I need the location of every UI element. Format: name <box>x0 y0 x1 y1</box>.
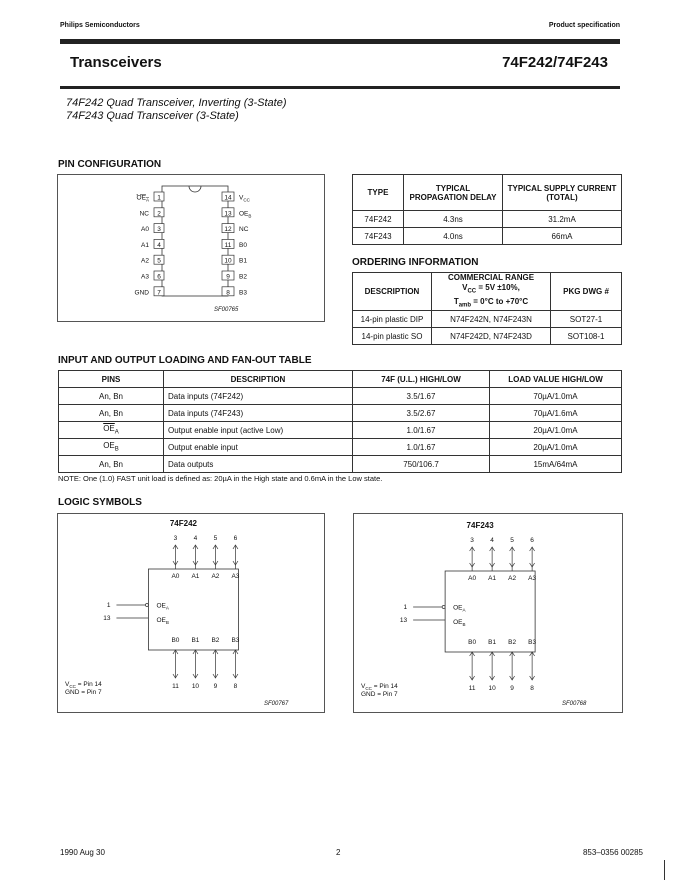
table-row <box>59 405 622 422</box>
pin-number: 11 <box>468 685 476 692</box>
table-cell: N74F242N, N74F243N <box>432 311 551 328</box>
table-cell: An, Bn <box>59 456 164 473</box>
table-cell: 15mA/64mA <box>490 456 622 473</box>
pin-label: $V_{CC}$ <box>239 194 250 203</box>
port-label: A2 <box>508 575 517 582</box>
chip-outline <box>162 186 228 296</box>
pin-number: 1 <box>157 194 161 202</box>
table-cell: 74F243 <box>353 228 404 245</box>
pin-number: 4 <box>193 535 198 542</box>
port-label: B3 <box>528 639 537 646</box>
table-cell: 3.5/2.67 <box>353 405 490 422</box>
table-row <box>353 311 622 328</box>
port-label: $OE_B$ <box>156 617 169 625</box>
table-cell: SOT27-1 <box>551 311 622 328</box>
page-title: Transceivers <box>70 54 162 71</box>
pin-number: 5 <box>157 257 161 265</box>
inversion-bubble-icon <box>442 606 445 609</box>
pin-number: 10 <box>191 683 200 690</box>
table-row <box>59 439 622 456</box>
pin-number: 8 <box>226 289 230 297</box>
pin-label: $OE_B$ <box>239 210 252 219</box>
table-cell: Data outputs <box>164 456 353 473</box>
pin-label: $OE_A$ <box>136 194 149 203</box>
pin-number: 5 <box>213 535 218 542</box>
pin-number: 3 <box>157 226 161 234</box>
port-label: A1 <box>488 575 497 582</box>
table-header: PINS <box>59 371 164 388</box>
pin-label: A2 <box>141 257 149 265</box>
pin-number: 1 <box>106 602 111 609</box>
logic-symbol-drawing <box>354 514 622 712</box>
gnd-note: GND = Pin 7 <box>361 691 398 698</box>
pin-label: A3 <box>141 273 149 281</box>
table-cell: 3.5/1.67 <box>353 388 490 405</box>
pin-number: 6 <box>157 273 161 281</box>
logic-symbol-74f243 <box>353 513 623 713</box>
corner-mark <box>664 860 665 880</box>
table-cell: 14-pin plastic SO <box>353 328 432 345</box>
pin-number: 13 <box>399 617 408 624</box>
table-cell: SOT108-1 <box>551 328 622 345</box>
table-row <box>59 422 622 439</box>
port-label: B2 <box>211 637 220 644</box>
ordering-table <box>352 272 622 345</box>
loading-table <box>58 370 622 473</box>
table-header: DESCRIPTION <box>353 273 432 311</box>
port-label: B0 <box>468 639 477 646</box>
table-cell: 70µA/1.0mA <box>490 388 622 405</box>
symbol-title: 74F242 <box>169 519 198 528</box>
table-header: DESCRIPTION <box>164 371 353 388</box>
port-label: $OE_A$ <box>156 602 169 611</box>
pin-number: 1 <box>403 604 408 611</box>
table-row <box>353 228 622 245</box>
logic-symbol-drawing <box>58 514 324 712</box>
port-label: B0 <box>171 637 180 644</box>
pin-label: B2 <box>239 273 247 281</box>
table-cell: 74F242 <box>353 211 404 228</box>
document-type: Product specification <box>548 22 620 29</box>
table-cell: 31.2mA <box>503 211 622 228</box>
table-cell: 20µA/1.0mA <box>490 439 622 456</box>
table-cell: 14-pin plastic DIP <box>353 311 432 328</box>
port-label: A3 <box>528 575 537 582</box>
table-header: PKG DWG # <box>551 273 622 311</box>
loading-note: NOTE: One (1.0) FAST unit load is defined as: 20µA in the High state and 0.6mA in the Low state. <box>58 474 383 483</box>
table-cell: Output enable input (active Low) <box>164 422 353 439</box>
footer-date: 1990 Aug 30 <box>60 848 105 857</box>
pin-number: 14 <box>224 194 232 202</box>
pin-number: 9 <box>510 685 514 692</box>
figure-code: SF00768 <box>562 701 587 707</box>
table-cell: 1.0/1.67 <box>353 422 490 439</box>
port-label: B3 <box>231 637 240 644</box>
company-name: Philips Semiconductors <box>60 22 140 29</box>
table-cell: 4.0ns <box>404 228 503 245</box>
table-cell: An, Bn <box>59 388 164 405</box>
pin-label: B3 <box>239 289 247 297</box>
pin-config-diagram <box>57 174 325 322</box>
table-cell: Data inputs (74F243) <box>164 405 353 422</box>
table-row <box>59 456 622 473</box>
pin-number: 9 <box>226 273 230 281</box>
table-cell: 4.3ns <box>404 211 503 228</box>
table-row <box>59 388 622 405</box>
table-cell: 70µA/1.6mA <box>490 405 622 422</box>
pin-number: 3 <box>173 535 178 542</box>
port-label: $OE_A$ <box>453 604 466 613</box>
pin-number: 6 <box>233 535 238 542</box>
table-cell: An, Bn <box>59 405 164 422</box>
table-header-range <box>432 273 551 311</box>
range-line: $V_{CC} = 5V \pm 10\%$, <box>462 283 520 295</box>
pin-number: 11 <box>224 241 232 249</box>
section-heading-logic: LOGIC SYMBOLS <box>58 497 142 508</box>
part-number: 74F242/74F243 <box>502 54 608 71</box>
section-heading-loading: INPUT AND OUTPUT LOADING AND FAN-OUT TABLE <box>58 355 312 366</box>
section-heading-pin-config: PIN CONFIGURATION <box>58 159 162 170</box>
pin-number: 4 <box>490 537 494 544</box>
pin-label: A1 <box>141 241 149 249</box>
pin-number: 13 <box>103 615 111 622</box>
pin-label: NC <box>239 226 249 234</box>
port-label: A0 <box>468 575 477 582</box>
dip-package-drawing <box>58 175 324 321</box>
pin-number: 7 <box>157 289 161 297</box>
pin-label: B0 <box>239 241 247 249</box>
pin-number: 8 <box>530 685 534 692</box>
part-descriptions <box>66 97 287 123</box>
description-line: 74F242 Quad Transceiver, Inverting (3-State) <box>66 97 287 109</box>
inversion-bubble-icon <box>145 604 148 607</box>
pin-number: 10 <box>488 685 496 692</box>
table-cell: $\overline{OE}_A$ <box>59 422 164 439</box>
table-header: TYPICAL SUPPLY CURRENT (TOTAL) <box>503 175 622 211</box>
pin-number: 8 <box>233 683 238 690</box>
logic-symbol-74f242 <box>57 513 325 713</box>
gnd-note: GND = Pin 7 <box>65 689 102 696</box>
port-label: A1 <box>191 573 200 580</box>
figure-code: SF00765 <box>214 307 239 313</box>
description-line: 74F243 Quad Transceiver (3-State) <box>66 110 239 122</box>
table-header: LOAD VALUE HIGH/LOW <box>490 371 622 388</box>
figure-code: SF00767 <box>264 701 289 707</box>
port-label: $OE_B$ <box>453 619 466 627</box>
chip-notch <box>189 186 201 192</box>
section-heading-ordering: ORDERING INFORMATION <box>352 257 479 268</box>
table-cell: Output enable input <box>164 439 353 456</box>
pin-number: 11 <box>172 683 179 690</box>
pin-number: 5 <box>510 537 514 544</box>
range-line: COMMERCIAL RANGE <box>447 273 535 282</box>
table-cell: 20µA/1.0mA <box>490 422 622 439</box>
symbol-title: 74F243 <box>466 521 494 530</box>
port-label: B1 <box>488 639 497 646</box>
pin-label: A0 <box>141 226 149 234</box>
header-rule <box>60 39 620 44</box>
type-table <box>352 174 622 245</box>
pin-number: 3 <box>470 537 474 544</box>
pin-number: 2 <box>157 210 161 218</box>
table-cell: Data inputs (74F242) <box>164 388 353 405</box>
table-cell: N74F242D, N74F243D <box>432 328 551 345</box>
title-rule <box>60 86 620 89</box>
pin-number: 6 <box>530 537 534 544</box>
port-label: B2 <box>508 639 517 646</box>
table-header: TYPICAL PROPAGATION DELAY <box>404 175 503 211</box>
pin-number: 10 <box>224 257 232 265</box>
range-line: $T_{amb} = 0^\circ C$ to +70°C <box>453 296 529 309</box>
pin-label: NC <box>139 210 149 218</box>
pin-label: B1 <box>239 257 247 265</box>
pin-label: GND <box>134 289 149 297</box>
port-label: B1 <box>191 637 200 644</box>
port-label: A0 <box>171 573 180 580</box>
table-cell: $OE_B$ <box>59 439 164 456</box>
table-row <box>353 211 622 228</box>
table-header: TYPE <box>353 175 404 211</box>
pin-number: 12 <box>224 226 232 234</box>
footer-page-number: 2 <box>336 848 341 857</box>
pin-number: 4 <box>157 241 161 249</box>
table-row <box>353 328 622 345</box>
table-cell: 66mA <box>503 228 622 245</box>
vcc-note: $V_{CC}$ = Pin 14 <box>65 681 102 689</box>
port-label: A2 <box>211 573 220 580</box>
footer-document-number: 853–0356 00285 <box>582 848 643 857</box>
pin-number: 9 <box>213 683 218 690</box>
table-header: 74F (U.L.) HIGH/LOW <box>353 371 490 388</box>
table-cell: 1.0/1.67 <box>353 439 490 456</box>
table-cell: 750/106.7 <box>353 456 490 473</box>
vcc-note: $V_{CC}$ = Pin 14 <box>361 683 398 691</box>
pin-number: 13 <box>224 210 232 218</box>
port-label: A3 <box>231 573 240 580</box>
